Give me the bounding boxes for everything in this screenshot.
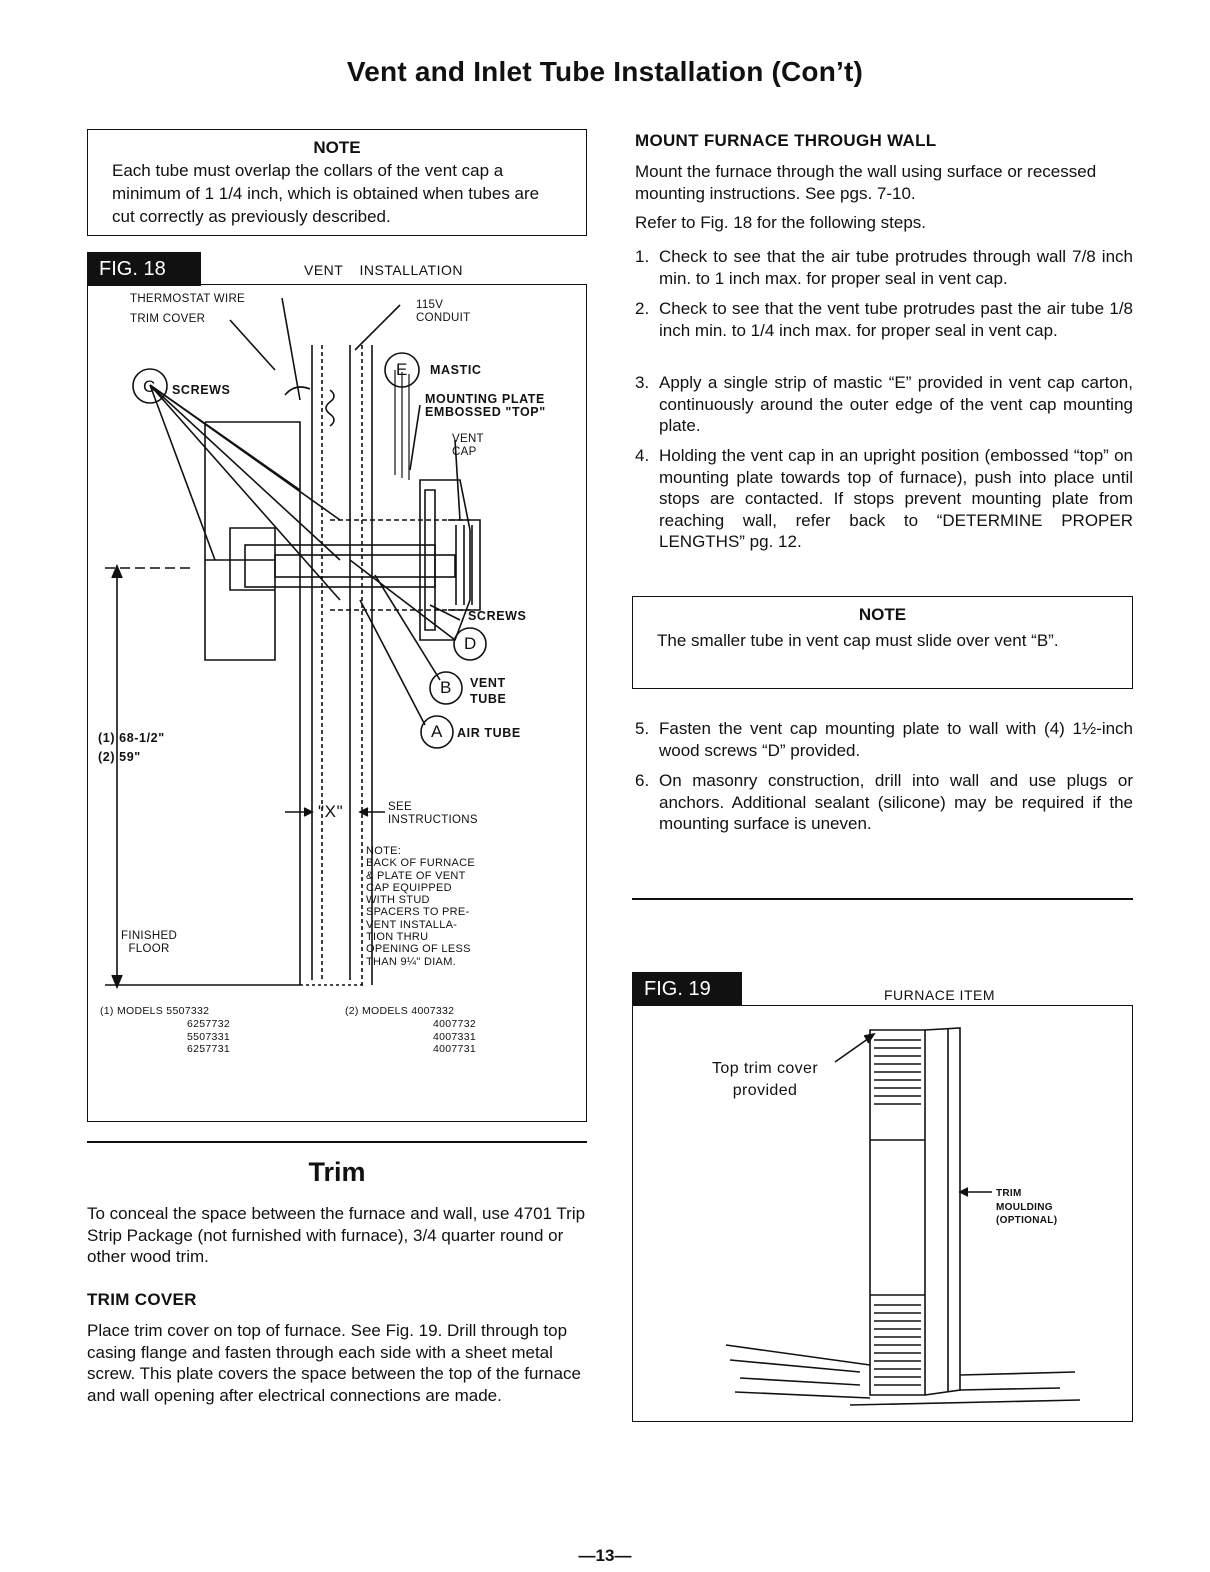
label-vent-cap: VENT CAP xyxy=(452,433,484,458)
page-number: —13— xyxy=(578,1546,632,1565)
step-text: Check to see that the vent tube protrudes past the air tube 1/8 inch min. to 1/4 inch max. for proper seal in vent cap. xyxy=(659,299,1133,340)
label-see-instructions: SEE INSTRUCTIONS xyxy=(388,801,478,826)
label-vent-tube: VENT TUBE xyxy=(470,676,507,706)
step-text: Apply a single strip of mastic “E” provided in vent cap carton, continuously around the outer edge of the vent cap mounting plate. xyxy=(659,373,1133,435)
mount-intro: Mount the furnace through the wall using surface or recessed mounting instructions. See pgs. 7-10. xyxy=(635,162,1097,203)
models-group-2-head: (2) MODELS 4007332 xyxy=(345,1005,455,1017)
models-group-2-list: 4007732 4007331 4007731 xyxy=(433,1018,476,1055)
label-mounting-plate: MOUNTING PLATE EMBOSSED "TOP" xyxy=(425,392,546,419)
label-air-tube: AIR TUBE xyxy=(457,726,521,740)
step-number: 4. xyxy=(635,446,650,465)
letter-c: C xyxy=(143,377,156,396)
fig19-tab: FIG. 19 xyxy=(632,972,742,1006)
label-screws-c: SCREWS xyxy=(172,383,231,397)
label-conduit: 115V CONDUIT xyxy=(416,299,471,324)
trim-heading: Trim xyxy=(308,1157,366,1187)
mount-refer: Refer to Fig. 18 for the following steps. xyxy=(635,213,927,232)
label-trim-cover: TRIM COVER xyxy=(130,313,206,325)
letter-d: D xyxy=(464,634,477,653)
label-screws-d: SCREWS xyxy=(468,609,527,623)
step-text: Fasten the vent cap mounting plate to wall with (4) 1½-inch wood screws “D” provided. xyxy=(659,719,1133,760)
fig18-caption: VENT INSTALLATION xyxy=(304,262,463,278)
furnace-cabinet xyxy=(870,1030,925,1395)
trim-cover-heading: TRIM COVER xyxy=(87,1290,197,1309)
label-x-dimension: "X" xyxy=(318,802,344,821)
trim-paragraph: To conceal the space between the furnace and wall, use 4701 Trip Strip Package (not furnished with furnace), 3/4 quarter round or other wood trim. xyxy=(87,1204,586,1266)
step-text: On masonry construction, drill into wall and use plugs or anchors. Additional sealant (silicone) may be required if the mounting surface is uneven. xyxy=(659,771,1133,833)
mount-heading: MOUNT FURNACE THROUGH WALL xyxy=(635,131,937,150)
note-heading: NOTE xyxy=(313,138,361,157)
label-finished-floor: FINISHED FLOOR xyxy=(121,930,178,955)
label-spacer-note: NOTE: BACK OF FURNACE & PLATE OF VENT CAP EQUIPPED WITH STUD SPACERS TO PRE- VENT INSTALLA- TION THRU OPENING OF LESS THAN 9¼" DIAM. xyxy=(366,845,476,968)
label-height-2: (2) 59" xyxy=(98,750,141,764)
step-number: 3. xyxy=(635,373,650,392)
step-number: 5. xyxy=(635,719,650,738)
step-text: Check to see that the air tube protrudes through wall 7/8 inch min. to 1 inch max. for proper seal in vent cap. xyxy=(659,247,1133,288)
label-trim-moulding: TRIM MOULDING (OPTIONAL) xyxy=(996,1188,1058,1226)
label-mastic: MASTIC xyxy=(430,363,482,377)
label-thermostat-wire: THERMOSTAT WIRE xyxy=(130,293,246,305)
step-number: 1. xyxy=(635,247,650,266)
letter-b: B xyxy=(440,678,452,697)
letter-e: E xyxy=(396,360,408,379)
label-top-trim-cover: Top trim cover provided xyxy=(712,1060,819,1099)
trim-cover-paragraph: Place trim cover on top of furnace. See Fig. 19. Drill through top casing flange and fasten through each side with a sheet metal screw. This plate covers the space between the top of the furnace and wall opening after electrical connections are made. xyxy=(87,1321,581,1405)
models-group-1-head: (1) MODELS 5507332 xyxy=(100,1005,210,1017)
note-text: Each tube must overlap the collars of the vent cap a minimum of 1 1/4 inch, which is obtained when tubes are cut correctly as previously described. xyxy=(112,161,540,226)
page-title: Vent and Inlet Tube Installation (Con’t) xyxy=(346,56,864,87)
furnace-side xyxy=(925,1028,960,1395)
note-text: The smaller tube in vent cap must slide over vent “B”. xyxy=(657,631,1059,650)
label-height-1: (1) 68-1/2" xyxy=(98,731,165,745)
note-heading: NOTE xyxy=(858,605,907,624)
step-text: Holding the vent cap in an upright position (embossed “top” on mounting plate towards top of furnace), push into place until stops are contacted. If stops prevent mounting plate from reaching wall, refer back to “DETERMINE PROPER LENGTHS” pg. 12. xyxy=(659,446,1133,551)
letter-a: A xyxy=(431,722,443,741)
fig18-tab: FIG. 18 xyxy=(87,252,201,286)
fig19-caption: FURNACE ITEM xyxy=(884,987,995,1003)
models-group-1-list: 6257732 5507331 6257731 xyxy=(187,1018,230,1055)
step-number: 6. xyxy=(635,771,650,790)
step-number: 2. xyxy=(635,299,650,318)
